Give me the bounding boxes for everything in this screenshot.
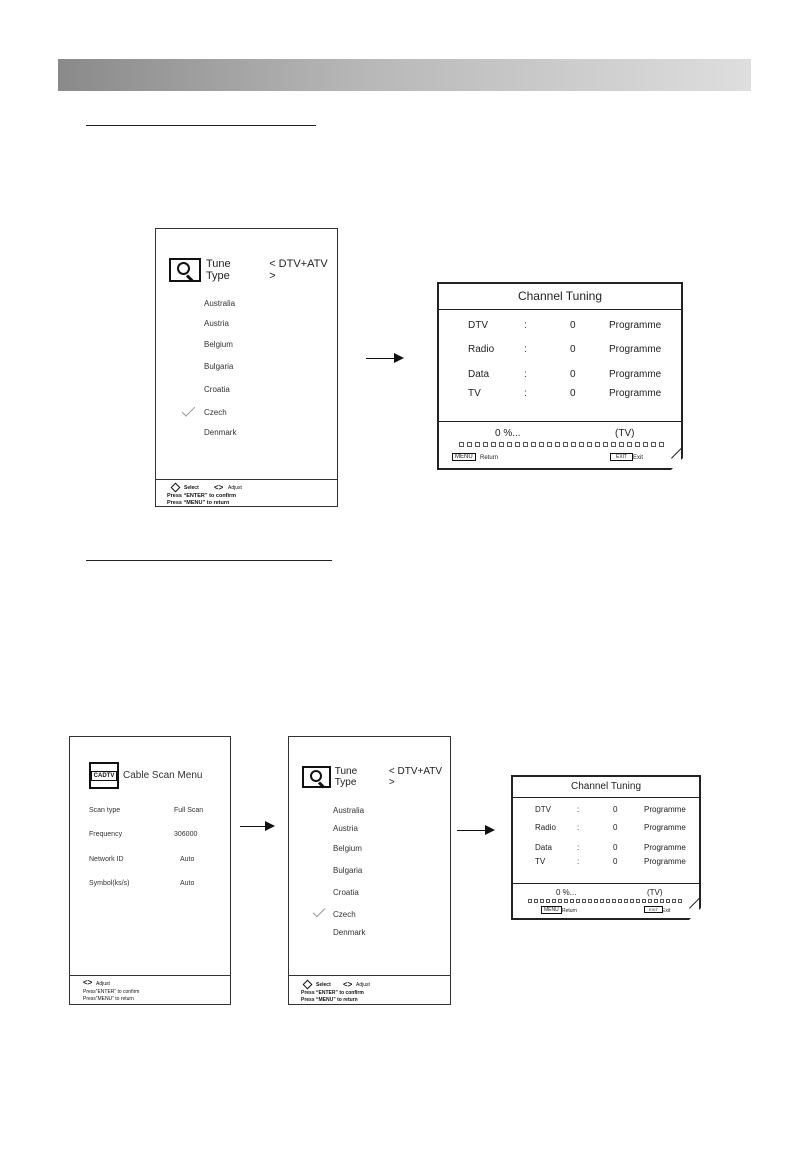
progress-cell — [659, 442, 664, 447]
progress-cell — [603, 442, 608, 447]
progress-cell — [571, 442, 576, 447]
menu-footer — [70, 975, 230, 1006]
progress-cell — [546, 899, 550, 903]
progress-cell — [547, 442, 552, 447]
progress-cell — [467, 442, 472, 447]
progress-cell — [531, 442, 536, 447]
country-item[interactable]: Croatia — [204, 385, 230, 394]
country-item[interactable]: Bulgaria — [333, 866, 363, 875]
search-icon — [169, 258, 201, 282]
row-label: TV — [468, 388, 481, 399]
progress-cell — [618, 899, 622, 903]
progress-cell — [588, 899, 592, 903]
progress-cell — [651, 442, 656, 447]
progress-cell — [678, 899, 682, 903]
country-item[interactable]: Austria — [204, 319, 229, 328]
progress-cell — [515, 442, 520, 447]
progress-cell — [636, 899, 640, 903]
tuning-title: Channel Tuning — [439, 284, 681, 310]
progress-cell — [499, 442, 504, 447]
progress-cell — [540, 899, 544, 903]
flow-arrow-icon — [457, 830, 493, 831]
progress-cell — [576, 899, 580, 903]
progress-cell — [594, 899, 598, 903]
country-item[interactable]: Australia — [204, 299, 236, 308]
cable-scan-title: Cable Scan Menu — [123, 770, 203, 781]
progress-cell — [600, 899, 604, 903]
progress-cell — [582, 899, 586, 903]
menu-key[interactable]: MENU — [452, 454, 476, 460]
progress-cell — [619, 442, 624, 447]
row-sep: : — [577, 823, 580, 832]
progress-cell — [624, 899, 628, 903]
exit-key[interactable]: EXIT — [644, 907, 663, 912]
progress-cell — [635, 442, 640, 447]
country-item[interactable]: Bulgaria — [204, 362, 234, 371]
row-value: 0 — [613, 805, 618, 814]
row-label: Radio — [535, 823, 556, 832]
setting-value[interactable]: Auto — [180, 880, 195, 887]
tune-type-value[interactable]: < DTV+ATV > — [388, 766, 443, 788]
row-unit: Programme — [644, 843, 686, 852]
country-item[interactable]: Belgium — [333, 844, 362, 853]
tuning-mode: (TV) — [647, 888, 663, 897]
progress-cell — [595, 442, 600, 447]
progress-cell — [672, 899, 676, 903]
row-value: 0 — [570, 369, 576, 380]
exit-label: Exit — [662, 908, 671, 914]
progress-cell — [528, 899, 532, 903]
row-unit: Programme — [609, 344, 662, 355]
progress-cell — [570, 899, 574, 903]
tune-type-value[interactable]: < DTV+ATV > — [269, 258, 328, 282]
country-item-selected[interactable]: Czech — [204, 408, 227, 417]
progress-cell — [564, 899, 568, 903]
row-sep: : — [524, 320, 527, 331]
progress-percent: 0 %... — [556, 888, 577, 897]
country-item[interactable]: Austria — [333, 824, 358, 833]
row-unit: Programme — [609, 388, 662, 399]
row-sep: : — [524, 369, 527, 380]
tune-type-menu — [288, 736, 451, 1005]
adjust-hint: Adjust — [96, 981, 110, 987]
tune-type-menu — [155, 228, 338, 507]
menu-footer — [156, 479, 337, 508]
setting-label: Network ID — [89, 856, 124, 863]
progress-bar — [459, 442, 664, 447]
row-unit: Programme — [644, 805, 686, 814]
setting-value[interactable]: 306000 — [174, 831, 198, 838]
return-hint: Press “MENU” to return — [301, 997, 358, 1003]
left-right-arrows-icon: <> — [214, 483, 224, 492]
progress-cell — [555, 442, 560, 447]
progress-cell — [666, 899, 670, 903]
return-label: Return — [562, 908, 578, 914]
country-item[interactable]: Denmark — [204, 428, 237, 437]
row-unit: Programme — [609, 369, 662, 380]
progress-cell — [612, 899, 616, 903]
menu-footer — [289, 975, 450, 1006]
flow-arrow-icon — [240, 826, 273, 827]
row-sep: : — [577, 843, 580, 852]
check-icon — [182, 403, 195, 416]
progress-cell — [579, 442, 584, 447]
row-sep: : — [577, 805, 580, 814]
row-value: 0 — [613, 857, 618, 866]
left-right-arrows-icon: <> — [343, 980, 353, 989]
row-sep: : — [577, 857, 580, 866]
progress-cell — [606, 899, 610, 903]
select-arrows-icon — [303, 980, 313, 990]
progress-bar — [528, 899, 682, 903]
select-hint: Select — [184, 485, 199, 491]
return-hint: Press “MENU” to return — [167, 500, 230, 506]
return-label: Return — [480, 455, 499, 461]
search-icon — [302, 766, 331, 788]
progress-cell — [507, 442, 512, 447]
progress-cell — [648, 899, 652, 903]
row-sep: : — [524, 388, 527, 399]
progress-cell — [558, 899, 562, 903]
exit-key[interactable]: EXIT — [610, 454, 633, 460]
progress-cell — [630, 899, 634, 903]
row-unit: Programme — [644, 857, 686, 866]
progress-cell — [563, 442, 568, 447]
progress-cell — [660, 899, 664, 903]
row-unit: Programme — [609, 320, 662, 331]
exit-label: Exit — [633, 455, 644, 461]
section-header-bar — [58, 59, 751, 91]
progress-cell — [654, 899, 658, 903]
progress-cell — [491, 442, 496, 447]
row-value: 0 — [613, 843, 618, 852]
check-icon — [313, 905, 326, 918]
confirm-hint: Press “ENTER” to confirm — [301, 990, 364, 996]
progress-cell — [475, 442, 480, 447]
country-item[interactable]: Belgium — [204, 340, 233, 349]
channel-tuning-dialog — [511, 775, 701, 920]
row-label: DTV — [535, 805, 551, 814]
progress-cell — [627, 442, 632, 447]
return-hint: Press“MENU” to return — [83, 996, 134, 1002]
progress-cell — [539, 442, 544, 447]
progress-cell — [642, 899, 646, 903]
country-item[interactable]: Denmark — [333, 928, 366, 937]
row-sep: : — [524, 344, 527, 355]
setting-value[interactable]: Full Scan — [174, 807, 204, 814]
row-value: 0 — [570, 344, 576, 355]
channel-tuning-dialog — [437, 282, 683, 470]
cable-scan-menu — [69, 736, 231, 1005]
setting-label: Frequency — [89, 831, 123, 838]
row-unit: Programme — [644, 823, 686, 832]
progress-cell — [587, 442, 592, 447]
row-label: Radio — [468, 344, 495, 355]
tune-type-label: Tune Type — [334, 766, 358, 788]
row-value: 0 — [613, 823, 618, 832]
confirm-hint: Press “ENTER” to confirm — [167, 493, 237, 499]
progress-cell — [523, 442, 528, 447]
progress-cell — [643, 442, 648, 447]
confirm-hint: Press“ENTER” to confirm — [83, 989, 140, 995]
row-label: Data — [535, 843, 552, 852]
flow-arrow-icon — [366, 358, 402, 359]
row-value: 0 — [570, 388, 576, 399]
progress-cell — [483, 442, 488, 447]
menu-key[interactable]: MENU — [541, 907, 562, 913]
heading-underline-1 — [86, 125, 316, 126]
adjust-hint: Adjust — [356, 982, 370, 988]
select-hint: Select — [316, 982, 331, 988]
setting-value[interactable]: Auto — [180, 856, 195, 863]
tuning-mode: (TV) — [615, 428, 635, 439]
row-label: DTV — [468, 320, 488, 331]
left-right-arrows-icon: <> — [83, 978, 93, 987]
page-curl-icon — [689, 908, 701, 920]
select-arrows-icon — [171, 483, 181, 493]
tune-type-label: Tune Type — [205, 258, 231, 282]
setting-label: Symbol(ks/s) — [89, 880, 130, 887]
progress-cell — [459, 442, 464, 447]
progress-cell — [552, 899, 556, 903]
progress-cell — [534, 899, 538, 903]
setting-label: Scan type — [89, 807, 121, 814]
row-label: TV — [535, 857, 546, 866]
cadtv-icon: CADTV — [89, 762, 119, 789]
heading-underline-2 — [86, 560, 332, 561]
page-curl-icon — [671, 458, 683, 470]
progress-cell — [611, 442, 616, 447]
tuning-title: Channel Tuning — [513, 777, 699, 798]
country-item[interactable]: Australia — [333, 806, 365, 815]
country-item[interactable]: Croatia — [333, 888, 359, 897]
adjust-hint: Adjust — [228, 485, 242, 491]
row-label: Data — [468, 369, 490, 380]
country-item-selected[interactable]: Czech — [333, 910, 356, 919]
row-value: 0 — [570, 320, 576, 331]
progress-percent: 0 %... — [495, 428, 521, 439]
